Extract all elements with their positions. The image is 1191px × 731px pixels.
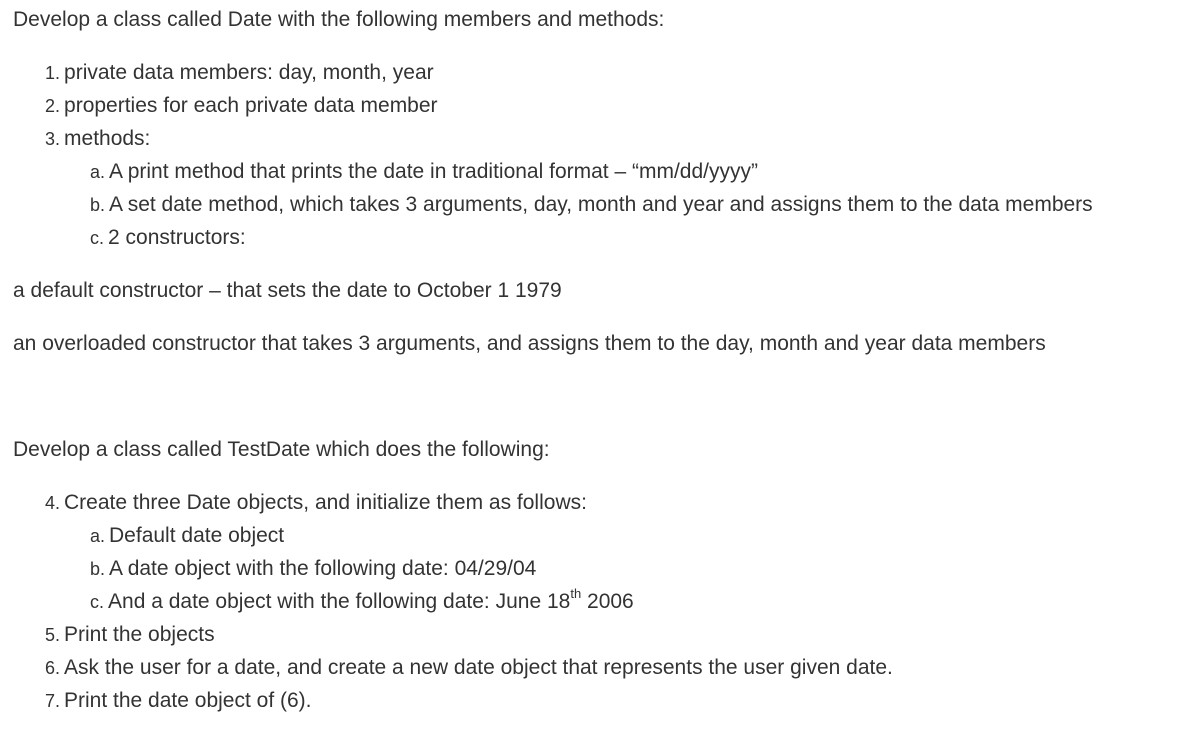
list-marker: b. (90, 559, 106, 579)
list-marker: b. (90, 195, 106, 215)
list-item-text: methods: (64, 127, 151, 150)
list-item-text: Print the objects (64, 623, 215, 646)
superscript-suffix: th (570, 586, 582, 601)
section2-intro: Develop a class called TestDate which does the following: (13, 438, 550, 461)
list-marker: 3. (45, 129, 61, 149)
sub-list-item (90, 585, 634, 619)
sub-list-item (90, 221, 246, 255)
list-item-text: 2 constructors: (108, 226, 246, 249)
list-item-text: A set date method, which takes 3 arguments, day, month and year and assigns them to the data members (109, 193, 1093, 216)
list-marker: 5. (45, 625, 61, 645)
list-item (45, 618, 215, 652)
list-item-text: Print the date object of (6). (64, 689, 312, 712)
list-item-text: Ask the user for a date, and create a new date object that represents the user given date. (64, 656, 893, 679)
list-marker: a. (90, 526, 106, 546)
paragraph-default-constructor: a default constructor – that sets the date to October 1 1979 (13, 279, 562, 302)
sub-list-item (90, 552, 536, 586)
list-item-text: private data members: day, month, year (64, 61, 434, 84)
list-item-text-before: And a date object with the following date: June 18 (108, 590, 571, 613)
list-item-text: A print method that prints the date in traditional format – “mm/dd/yyyy” (109, 160, 758, 183)
list-item (45, 122, 150, 156)
list-marker: c. (90, 228, 105, 248)
sub-list-item (90, 519, 284, 553)
sub-list-item (90, 188, 1093, 222)
list-marker: 4. (45, 493, 61, 513)
list-item-text: Create three Date objects, and initialize them as follows: (64, 491, 587, 514)
list-marker: 1. (45, 63, 61, 83)
section1-intro: Develop a class called Date with the following members and methods: (13, 8, 665, 31)
list-marker: 2. (45, 96, 61, 116)
list-item-text: Default date object (109, 524, 285, 547)
list-item-text: A date object with the following date: 04/29/04 (109, 557, 537, 580)
list-marker: a. (90, 162, 106, 182)
list-marker: 7. (45, 691, 61, 711)
list-item (45, 486, 587, 520)
list-marker: 6. (45, 658, 61, 678)
list-item-text-after: 2006 (581, 590, 634, 613)
sub-list-item (90, 155, 758, 189)
list-marker: c. (90, 592, 105, 612)
list-item (45, 684, 311, 718)
list-item (45, 89, 438, 123)
list-item-text: properties for each private data member (64, 94, 438, 117)
list-item (45, 651, 893, 685)
paragraph-overloaded-constructor: an overloaded constructor that takes 3 arguments, and assigns them to the day, month and year data members (13, 332, 1046, 355)
list-item (45, 56, 434, 90)
